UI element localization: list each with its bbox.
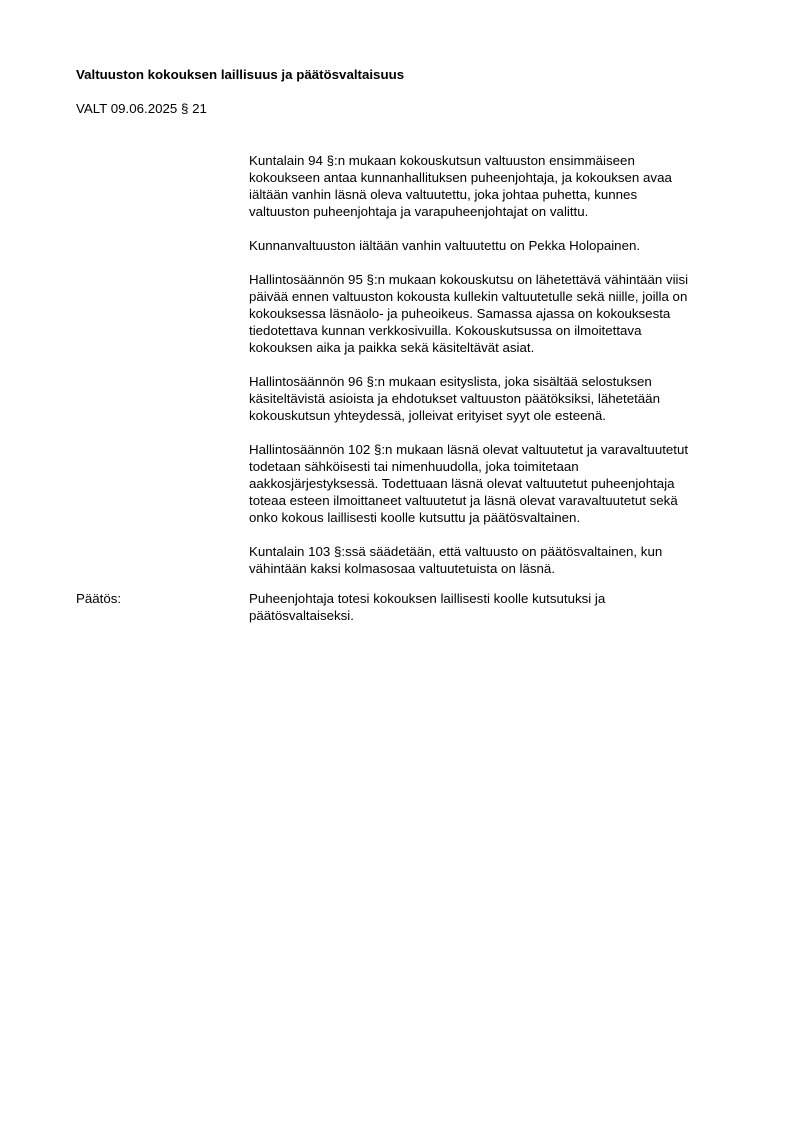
- text-line: Kuntalain 94 §:n mukaan kokouskutsun valtuuston ensimmäiseen: [249, 153, 635, 168]
- text-line: kokouksen aika ja paikka sekä käsiteltävät asiat.: [249, 340, 535, 355]
- paragraph: [249, 543, 749, 577]
- meeting-reference: VALT 09.06.2025 § 21: [76, 101, 207, 116]
- text-line: päivää ennen valtuuston kokousta kullekin valtuutetulle sekä niille, joilla on: [249, 289, 688, 304]
- paragraph: [249, 271, 749, 356]
- text-line: käsiteltävistä asioista ja ehdotukset valtuuston päätöksiksi, lähetetään: [249, 391, 660, 406]
- body-text: [249, 152, 749, 594]
- decision-label: Päätös:: [76, 591, 122, 606]
- text-line: valtuuston puheenjohtaja ja varapuheenjohtajat on valittu.: [249, 204, 589, 219]
- text-line: kokouskutsun yhteydessä, jolleivat erityiset syyt ole esteenä.: [249, 408, 606, 423]
- paragraph: [249, 441, 749, 526]
- paragraph: [249, 373, 749, 424]
- text-line: Hallintosäännön 102 §:n mukaan läsnä olevat valtuutetut ja varavaltuutetut: [249, 442, 689, 457]
- text-line: kokoukseen antaa kunnanhallituksen puheenjohtaja, ja kokouksen avaa: [249, 170, 672, 185]
- text-line: tiedotettava kunnan verkkosivuilla. Kokouskutsussa on ilmoitettava: [249, 323, 642, 338]
- text-line: Kuntalain 103 §:ssä säädetään, että valtuusto on päätösvaltainen, kun: [249, 544, 663, 559]
- text-line: Hallintosäännön 96 §:n mukaan esityslista, joka sisältää selostuksen: [249, 374, 652, 389]
- document-title: Valtuuston kokouksen laillisuus ja päätösvaltaisuus: [76, 67, 405, 82]
- text-line: Puheenjohtaja totesi kokouksen laillisesti koolle kutsutuksi ja: [249, 591, 606, 606]
- paragraph: [249, 152, 749, 220]
- text-line: toteaa esteen ilmoittaneet valtuutetut ja läsnä olevat varavaltuutetut sekä: [249, 493, 678, 508]
- text-line: vähintään kaksi kolmasosaa valtuutetuista on läsnä.: [249, 561, 556, 576]
- text-line: kokouksessa läsnäolo- ja puheoikeus. Samassa ajassa on kokouksesta: [249, 306, 671, 321]
- text-line: Kunnanvaltuuston iältään vanhin valtuutettu on Pekka Holopainen.: [249, 238, 641, 253]
- text-line: iältään vanhin läsnä oleva valtuutettu, joka johtaa puhetta, kunnes: [249, 187, 638, 202]
- paragraph: [249, 237, 749, 254]
- text-line: Hallintosäännön 95 §:n mukaan kokouskutsu on lähetettävä vähintään viisi: [249, 272, 689, 287]
- text-line: onko kokous laillisesti koolle kutsuttu ja päätösvaltainen.: [249, 510, 581, 525]
- text-line: päätösvaltaiseksi.: [249, 608, 354, 623]
- text-line: todetaan sähköisesti tai nimenhuudolla, joka toimitetaan: [249, 459, 579, 474]
- decision-text: [249, 590, 749, 624]
- text-line: aakkosjärjestyksessä. Todettuaan läsnä olevat valtuutetut puheenjohtaja: [249, 476, 675, 491]
